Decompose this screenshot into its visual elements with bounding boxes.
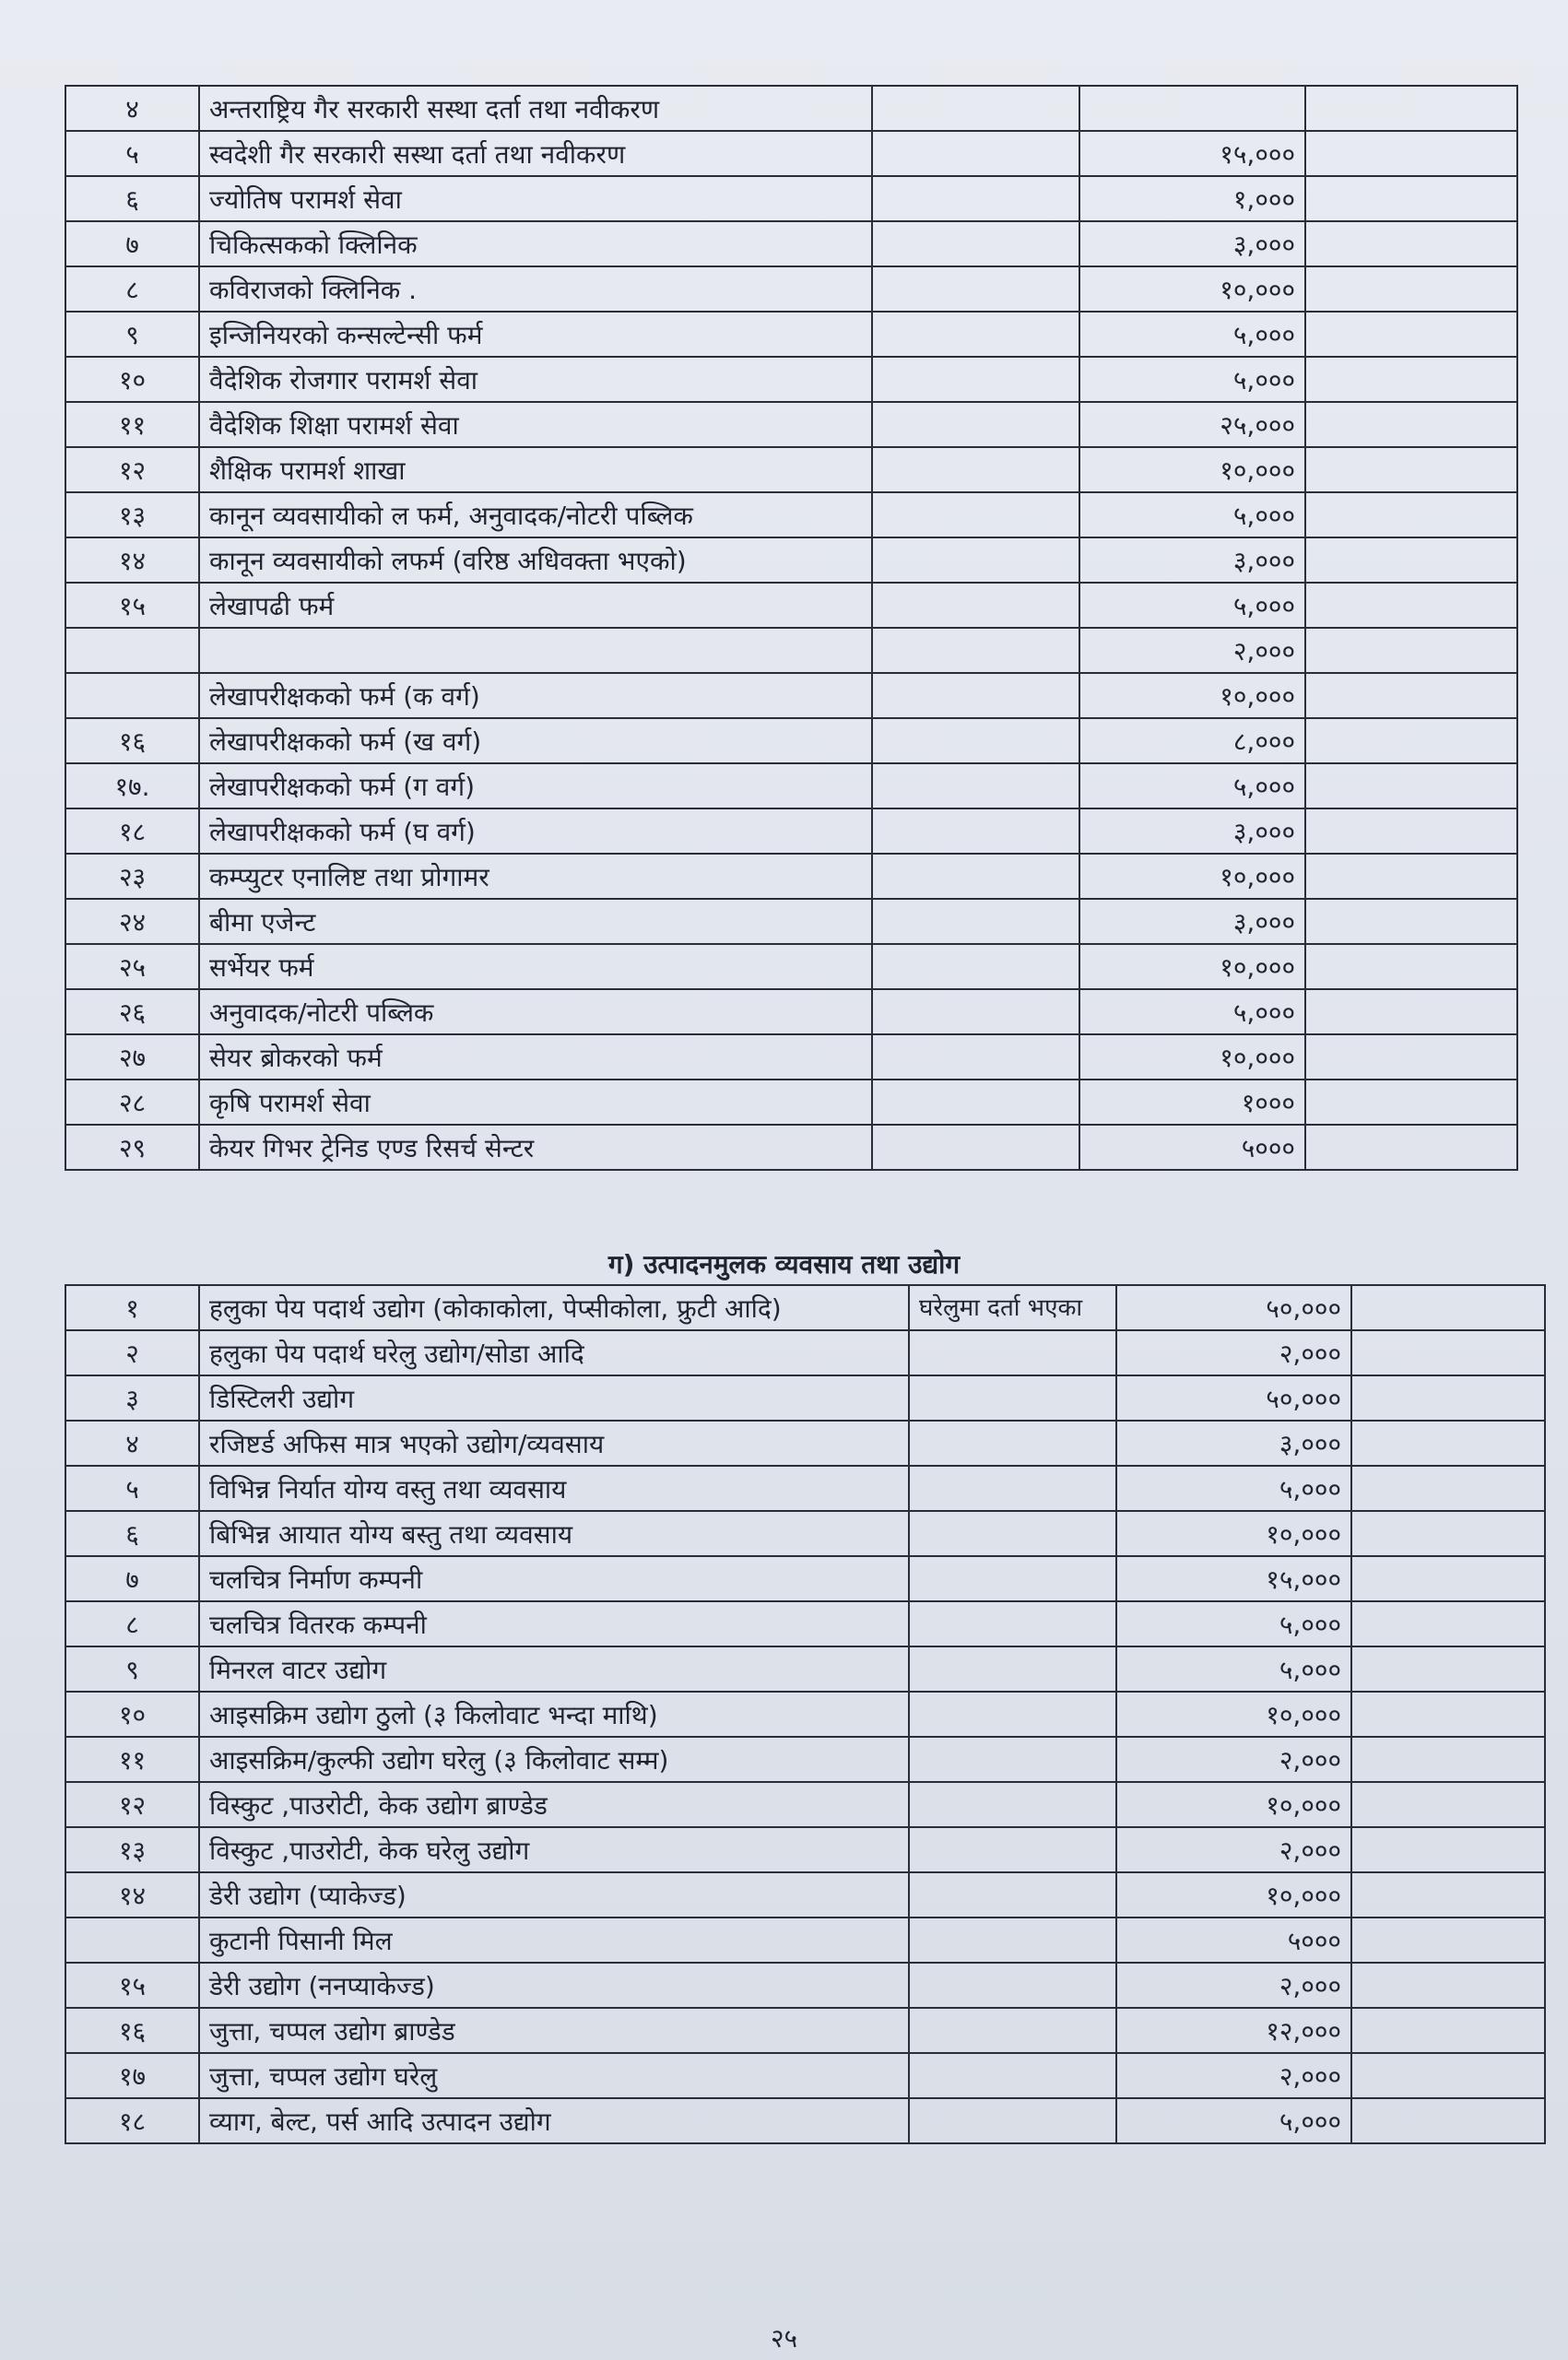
serial-number-cell: १७ <box>65 2053 199 2098</box>
blank-cell <box>1351 1511 1545 1556</box>
description-cell <box>199 628 872 673</box>
serial-number-cell: ९ <box>65 312 199 357</box>
blank-cell <box>1305 808 1517 854</box>
fee-table-services-body <box>65 86 1517 1170</box>
table-row <box>65 492 1517 537</box>
fee-amount-cell: १,००० <box>1079 176 1305 221</box>
table-row <box>65 86 1517 131</box>
serial-number-cell: ८ <box>65 266 199 312</box>
blank-cell <box>1305 1080 1517 1125</box>
remark-cell <box>872 989 1079 1034</box>
serial-number-cell: २७ <box>65 1034 199 1080</box>
remark-cell <box>909 1737 1116 1782</box>
remark-cell <box>909 1827 1116 1872</box>
remark-cell <box>872 1080 1079 1125</box>
description-cell: डेरी उद्योग (ननप्याकेज्ड) <box>199 1963 909 2008</box>
serial-number-cell: ४ <box>65 1421 199 1466</box>
table-row <box>65 1737 1545 1782</box>
serial-number-cell: १३ <box>65 492 199 537</box>
table-row <box>65 718 1517 763</box>
table-row <box>65 357 1517 402</box>
table-row <box>65 1782 1545 1827</box>
description-cell: विभिन्न निर्यात योग्य वस्तु तथा व्यवसाय <box>199 1466 909 1511</box>
description-cell: वैदेशिक रोजगार परामर्श सेवा <box>199 357 872 402</box>
fee-amount-cell: १०,००० <box>1079 944 1305 989</box>
table-row <box>65 1692 1545 1737</box>
serial-number-cell: १० <box>65 357 199 402</box>
serial-number-cell: ३ <box>65 1375 199 1421</box>
description-cell: कृषि परामर्श सेवा <box>199 1080 872 1125</box>
blank-cell <box>1305 718 1517 763</box>
remark-cell <box>872 628 1079 673</box>
blank-cell <box>1351 1330 1545 1375</box>
remark-cell <box>872 402 1079 447</box>
table-row <box>65 763 1517 808</box>
serial-number-cell: १७. <box>65 763 199 808</box>
table-row <box>65 221 1517 266</box>
blank-cell <box>1305 86 1517 131</box>
serial-number-cell: १२ <box>65 1782 199 1827</box>
fee-amount-cell <box>1079 86 1305 131</box>
blank-cell <box>1305 673 1517 718</box>
serial-number-cell: २४ <box>65 899 199 944</box>
serial-number-cell <box>65 1918 199 1963</box>
blank-cell <box>1305 312 1517 357</box>
fee-amount-cell: १२,००० <box>1116 2008 1351 2053</box>
remark-cell <box>909 2098 1116 2143</box>
blank-cell <box>1305 402 1517 447</box>
fee-amount-cell: ३,००० <box>1079 537 1305 583</box>
blank-cell <box>1351 1601 1545 1646</box>
table-row <box>65 673 1517 718</box>
fee-table-industries-body <box>65 1285 1545 2143</box>
serial-number-cell: १५ <box>65 583 199 628</box>
table-row <box>65 2098 1545 2143</box>
remark-cell <box>909 1556 1116 1601</box>
description-cell: कविराजको क्लिनिक . <box>199 266 872 312</box>
fee-amount-cell: ५,००० <box>1079 492 1305 537</box>
remark-cell <box>872 944 1079 989</box>
blank-cell <box>1351 1285 1545 1330</box>
serial-number-cell <box>65 673 199 718</box>
table-row <box>65 944 1517 989</box>
description-cell: कुटानी पिसानी मिल <box>199 1918 909 1963</box>
table-row <box>65 1125 1517 1170</box>
blank-cell <box>1305 583 1517 628</box>
fee-amount-cell: ३,००० <box>1079 808 1305 854</box>
remark-cell: घरेलुमा दर्ता भएका <box>909 1285 1116 1330</box>
serial-number-cell: २ <box>65 1330 199 1375</box>
blank-cell <box>1305 357 1517 402</box>
blank-cell <box>1351 1556 1545 1601</box>
table-row <box>65 1375 1545 1421</box>
remark-cell <box>872 899 1079 944</box>
remark-cell <box>909 1601 1116 1646</box>
description-cell: सर्भेयर फर्म <box>199 944 872 989</box>
fee-amount-cell: ३,००० <box>1116 1421 1351 1466</box>
remark-cell <box>872 854 1079 899</box>
fee-amount-cell: १०,००० <box>1116 1872 1351 1918</box>
description-cell: सेयर ब्रोकरको फर्म <box>199 1034 872 1080</box>
remark-cell <box>872 266 1079 312</box>
table-row <box>65 989 1517 1034</box>
blank-cell <box>1305 763 1517 808</box>
blank-cell <box>1305 854 1517 899</box>
description-cell: आइसक्रिम/कुल्फी उद्योग घरेलु (३ किलोवाट सम्म) <box>199 1737 909 1782</box>
fee-amount-cell: ५,००० <box>1079 312 1305 357</box>
serial-number-cell: १४ <box>65 537 199 583</box>
description-cell: लेखापरीक्षकको फर्म (घ वर्ग) <box>199 808 872 854</box>
serial-number-cell: १६ <box>65 718 199 763</box>
remark-cell <box>872 176 1079 221</box>
table-row <box>65 899 1517 944</box>
description-cell: चलचित्र निर्माण कम्पनी <box>199 1556 909 1601</box>
table-row <box>65 1421 1545 1466</box>
blank-cell <box>1351 1782 1545 1827</box>
serial-number-cell: १० <box>65 1692 199 1737</box>
serial-number-cell: २६ <box>65 989 199 1034</box>
remark-cell <box>872 1034 1079 1080</box>
table-row <box>65 266 1517 312</box>
serial-number-cell: १३ <box>65 1827 199 1872</box>
remark-cell <box>872 86 1079 131</box>
description-cell: अनुवादक/नोटरी पब्लिक <box>199 989 872 1034</box>
blank-cell <box>1305 131 1517 176</box>
serial-number-cell: ११ <box>65 402 199 447</box>
fee-amount-cell: २,००० <box>1079 628 1305 673</box>
fee-amount-cell: ५,००० <box>1079 357 1305 402</box>
blank-cell <box>1305 221 1517 266</box>
fee-amount-cell: १०,००० <box>1116 1692 1351 1737</box>
serial-number-cell: ६ <box>65 1511 199 1556</box>
serial-number-cell: ९ <box>65 1646 199 1692</box>
table-row <box>65 537 1517 583</box>
description-cell: अन्तराष्ट्रिय गैर सरकारी सस्था दर्ता तथा नवीकरण <box>199 86 872 131</box>
description-cell: व्याग, बेल्ट, पर्स आदि उत्पादन उद्योग <box>199 2098 909 2143</box>
remark-cell <box>909 1872 1116 1918</box>
table-row <box>65 1963 1545 2008</box>
blank-cell <box>1305 899 1517 944</box>
serial-number-cell: १२ <box>65 447 199 492</box>
remark-cell <box>909 2008 1116 2053</box>
serial-number-cell: १६ <box>65 2008 199 2053</box>
serial-number-cell: २९ <box>65 1125 199 1170</box>
remark-cell <box>872 221 1079 266</box>
fee-table-services <box>65 85 1518 1171</box>
remark-cell <box>872 808 1079 854</box>
fee-amount-cell: ३,००० <box>1079 899 1305 944</box>
blank-cell <box>1305 537 1517 583</box>
description-cell: डिस्टिलरी उद्योग <box>199 1375 909 1421</box>
remark-cell <box>909 1466 1116 1511</box>
blank-cell <box>1351 1963 1545 2008</box>
blank-cell <box>1351 2053 1545 2098</box>
description-cell: जुत्ता, चप्पल उद्योग ब्राण्डेड <box>199 2008 909 2053</box>
fee-amount-cell: १०,००० <box>1079 447 1305 492</box>
page-number: २५ <box>770 2323 798 2354</box>
description-cell: हलुका पेय पदार्थ उद्योग (कोकाकोला, पेप्सीकोला, फ्रुटी आदि) <box>199 1285 909 1330</box>
blank-cell <box>1351 1737 1545 1782</box>
fee-amount-cell: ५,००० <box>1079 763 1305 808</box>
remark-cell <box>909 1375 1116 1421</box>
fee-amount-cell: १५,००० <box>1116 1556 1351 1601</box>
remark-cell <box>909 1330 1116 1375</box>
fee-amount-cell: ५,००० <box>1079 989 1305 1034</box>
table-row <box>65 2053 1545 2098</box>
description-cell: इन्जिनियरको कन्सल्टेन्सी फर्म <box>199 312 872 357</box>
fee-amount-cell: ५००० <box>1079 1125 1305 1170</box>
remark-cell <box>909 1646 1116 1692</box>
table-row <box>65 1827 1545 1872</box>
remark-cell <box>872 131 1079 176</box>
table-row <box>65 131 1517 176</box>
serial-number-cell: ११ <box>65 1737 199 1782</box>
description-cell: चलचित्र वितरक कम्पनी <box>199 1601 909 1646</box>
blank-cell <box>1351 1375 1545 1421</box>
fee-amount-cell: २,००० <box>1116 1737 1351 1782</box>
fee-amount-cell: ५,००० <box>1079 583 1305 628</box>
blank-cell <box>1351 1872 1545 1918</box>
remark-cell <box>872 312 1079 357</box>
serial-number-cell: ७ <box>65 1556 199 1601</box>
table-row <box>65 176 1517 221</box>
table-row <box>65 402 1517 447</box>
remark-cell <box>872 537 1079 583</box>
fee-amount-cell: ५००० <box>1116 1918 1351 1963</box>
description-cell: रजिष्टर्ड अफिस मात्र भएको उद्योग/व्यवसाय <box>199 1421 909 1466</box>
fee-amount-cell: १०,००० <box>1079 1034 1305 1080</box>
table-row <box>65 1646 1545 1692</box>
blank-cell <box>1305 944 1517 989</box>
serial-number-cell: २५ <box>65 944 199 989</box>
description-cell: शैक्षिक परामर्श शाखा <box>199 447 872 492</box>
remark-cell <box>872 718 1079 763</box>
blank-cell <box>1351 1421 1545 1466</box>
serial-number-cell: १ <box>65 1285 199 1330</box>
blank-cell <box>1305 628 1517 673</box>
blank-cell <box>1305 176 1517 221</box>
remark-cell <box>909 1692 1116 1737</box>
table-row <box>65 1601 1545 1646</box>
fee-amount-cell: ३,००० <box>1079 221 1305 266</box>
remark-cell <box>872 1125 1079 1170</box>
fee-amount-cell: ५०,००० <box>1116 1285 1351 1330</box>
remark-cell <box>909 1511 1116 1556</box>
fee-amount-cell: २५,००० <box>1079 402 1305 447</box>
serial-number-cell: २३ <box>65 854 199 899</box>
table-row <box>65 2008 1545 2053</box>
blank-cell <box>1351 1692 1545 1737</box>
fee-amount-cell: २,००० <box>1116 1963 1351 2008</box>
remark-cell <box>909 1421 1116 1466</box>
fee-amount-cell: ५०,००० <box>1116 1375 1351 1421</box>
remark-cell <box>872 357 1079 402</box>
serial-number-cell: ५ <box>65 131 199 176</box>
remark-cell <box>872 763 1079 808</box>
remark-cell <box>909 1782 1116 1827</box>
table-row <box>65 1080 1517 1125</box>
description-cell: लेखापरीक्षकको फर्म (ग वर्ग) <box>199 763 872 808</box>
description-cell: लेखापरीक्षकको फर्म (ख वर्ग) <box>199 718 872 763</box>
table-row <box>65 628 1517 673</box>
serial-number-cell: ८ <box>65 1601 199 1646</box>
table-row <box>65 1034 1517 1080</box>
description-cell: विस्कुट ,पाउरोटी, केक घरेलु उद्योग <box>199 1827 909 1872</box>
fee-table-industries <box>65 1284 1546 2144</box>
fee-amount-cell: २,००० <box>1116 2053 1351 2098</box>
table-row <box>65 854 1517 899</box>
description-cell: बिभिन्न आयात योग्य बस्तु तथा व्यवसाय <box>199 1511 909 1556</box>
table-row <box>65 583 1517 628</box>
blank-cell <box>1351 2008 1545 2053</box>
fee-amount-cell: ८,००० <box>1079 718 1305 763</box>
remark-cell <box>872 447 1079 492</box>
description-cell: बीमा एजेन्ट <box>199 899 872 944</box>
description-cell: हलुका पेय पदार्थ घरेलु उद्योग/सोडा आदि <box>199 1330 909 1375</box>
serial-number-cell: ५ <box>65 1466 199 1511</box>
blank-cell <box>1305 447 1517 492</box>
fee-amount-cell: १०,००० <box>1079 673 1305 718</box>
blank-cell <box>1305 989 1517 1034</box>
table-row <box>65 1466 1545 1511</box>
description-cell: केयर गिभर ट्रेनिड एण्ड रिसर्च सेन्टर <box>199 1125 872 1170</box>
remark-cell <box>872 492 1079 537</box>
serial-number-cell: १५ <box>65 1963 199 2008</box>
description-cell: डेरी उद्योग (प्याकेज्ड) <box>199 1872 909 1918</box>
blank-cell <box>1351 1918 1545 1963</box>
fee-amount-cell: १५,००० <box>1079 131 1305 176</box>
remark-cell <box>909 1918 1116 1963</box>
fee-amount-cell: ५,००० <box>1116 1466 1351 1511</box>
description-cell: विस्कुट ,पाउरोटी, केक उद्योग ब्राण्डेड <box>199 1782 909 1827</box>
blank-cell <box>1351 1646 1545 1692</box>
fee-amount-cell: ५,००० <box>1116 2098 1351 2143</box>
fee-amount-cell: १०,००० <box>1116 1782 1351 1827</box>
description-cell: लेखापढी फर्म <box>199 583 872 628</box>
blank-cell <box>1351 2098 1545 2143</box>
remark-cell <box>909 2053 1116 2098</box>
serial-number-cell: १४ <box>65 1872 199 1918</box>
table-row <box>65 1918 1545 1963</box>
serial-number-cell <box>65 628 199 673</box>
table-row <box>65 447 1517 492</box>
blank-cell <box>1305 1034 1517 1080</box>
fee-amount-cell: ५,००० <box>1116 1646 1351 1692</box>
serial-number-cell: ६ <box>65 176 199 221</box>
serial-number-cell: ४ <box>65 86 199 131</box>
description-cell: कानून व्यवसायीको लफर्म (वरिष्ठ अधिवक्ता भएको) <box>199 537 872 583</box>
blank-cell <box>1351 1466 1545 1511</box>
fee-amount-cell: १००० <box>1079 1080 1305 1125</box>
section-title: ग) उत्पादनमुलक व्यवसाय तथा उद्योग <box>607 1249 961 1280</box>
description-cell: जुत्ता, चप्पल उद्योग घरेलु <box>199 2053 909 2098</box>
serial-number-cell: ७ <box>65 221 199 266</box>
table-row <box>65 1330 1545 1375</box>
remark-cell <box>872 673 1079 718</box>
serial-number-cell: १८ <box>65 808 199 854</box>
fee-amount-cell: २,००० <box>1116 1330 1351 1375</box>
blank-cell <box>1351 1827 1545 1872</box>
description-cell: वैदेशिक शिक्षा परामर्श सेवा <box>199 402 872 447</box>
blank-cell <box>1305 492 1517 537</box>
description-cell: कम्प्युटर एनालिष्ट तथा प्रोगामर <box>199 854 872 899</box>
description-cell: लेखापरीक्षकको फर्म (क वर्ग) <box>199 673 872 718</box>
serial-number-cell: २८ <box>65 1080 199 1125</box>
table-row <box>65 1511 1545 1556</box>
description-cell: आइसक्रिम उद्योग ठुलो (३ किलोवाट भन्दा माथि) <box>199 1692 909 1737</box>
serial-number-cell: १८ <box>65 2098 199 2143</box>
description-cell: मिनरल वाटर उद्योग <box>199 1646 909 1692</box>
description-cell: चिकित्सकको क्लिनिक <box>199 221 872 266</box>
fee-amount-cell: १०,००० <box>1079 854 1305 899</box>
remark-cell <box>872 583 1079 628</box>
blank-cell <box>1305 1125 1517 1170</box>
table-row <box>65 808 1517 854</box>
description-cell: ज्योतिष परामर्श सेवा <box>199 176 872 221</box>
table-row <box>65 312 1517 357</box>
description-cell: कानून व्यवसायीको ल फर्म, अनुवादक/नोटरी पब्लिक <box>199 492 872 537</box>
table-row <box>65 1872 1545 1918</box>
table-row <box>65 1556 1545 1601</box>
fee-amount-cell: १०,००० <box>1116 1511 1351 1556</box>
description-cell: स्वदेशी गैर सरकारी सस्था दर्ता तथा नवीकरण <box>199 131 872 176</box>
fee-amount-cell: २,००० <box>1116 1827 1351 1872</box>
remark-cell <box>909 1963 1116 2008</box>
table-row <box>65 1285 1545 1330</box>
blank-cell <box>1305 266 1517 312</box>
fee-amount-cell: ५,००० <box>1116 1601 1351 1646</box>
fee-amount-cell: १०,००० <box>1079 266 1305 312</box>
